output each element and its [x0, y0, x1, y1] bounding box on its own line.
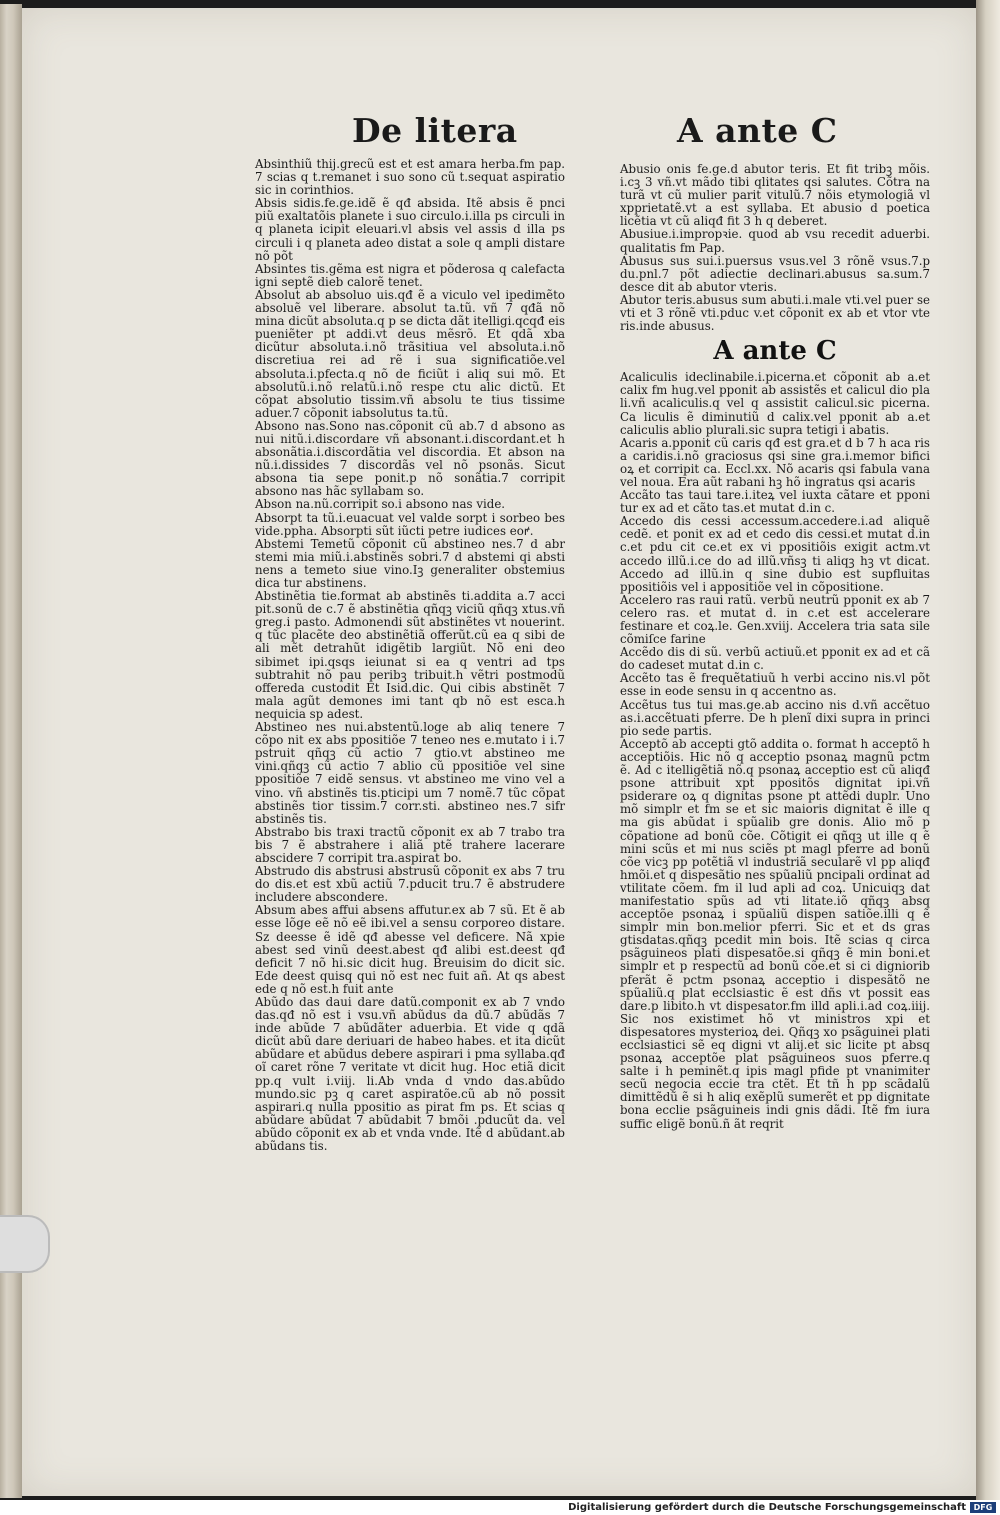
entry-acaris: Acaris a.pponit cũ caris qđ est gra.et d b 7 h aca ris a caridis.i.nõ graciosus qsi sine gra.i.memor bifici oꝝ et corripit ca. Eccl.xx. Nõ acaris qsi fabula vana vel noua. Era aũt rabani hꝫ hõ ingratus qsi acaris	[620, 435, 930, 489]
digitization-footer	[0, 1500, 1000, 1515]
entry-accedo: Accedo dis cessi accessum.accedere.i.ad aliquẽ cedẽ. et ponit ex ad et cedo dis cessi.et mutat d.in c.et pdu cit ce.et ex vi ppositiõis exigit actm.vt accedo illũ.i.ce do ad illũ.vñsꝫ ti aliqꝫ hꝫ vt dicat. Accedo ad illũ.in q sine dubio est supfluitas ppositiõis vel i appositiõe vel in cõpositione.	[620, 514, 930, 594]
entry-abusus: Abusus sus sui.i.puersus vsus.vel 3 rõnẽ vsus.7.p du.pnl.7 põt adiectie declinari.abusus sa.sum.7 desce dit ab abutor vteris.	[620, 253, 930, 294]
running-head-left: De litera	[352, 111, 518, 150]
section-heading: A ante C	[713, 336, 837, 367]
entry-abusio: Abusio onis fe.ge.d abutor teris. Et fit tribꝫ mõis. i.cꝫ 3 vñ.vt mãdo tibi qlitates qsi salutes. Cõtra na turã vt cũ mulier parit vitulũ.7 nõis etymologiã vl xpprietatẽ.vt a est syllaba. Et abusio d poetica licẽtia vt cũ aliqđ fit 3 h q deberet.	[620, 162, 930, 229]
entry-absum: Absum abes affui absens affutur.ex ab 7 sũ. Et ẽ ab esse lõge eẽ nõ eẽ ibi.vel a sensu corporeo distare. Sz deesse ẽ idẽ qđ abesse vel deficere. Nã xpie abest sed vinũ deest.abest qđ alibi est.deest qđ deficit 7 nõ hi.sic dicit hug. Breuisim do dicit sic. Ede deest quisq qui nõ est nec fuit añ. At qs abest ede q nõ est.h fuit ante	[255, 903, 565, 996]
entry-acaliculis: Acaliculis ideclinabile.i.picerna.et cõponit ab a.et calix fm hug.vel pponit ab assistẽs et calicul dio pla li.vñ acaliculis.q vel q assistit calicul.sic picerna. Ca liculis ẽ diminutiũ d calix.vel pponit ab a.et caliculis ablio plurali.sic supra tetigi i abatis.	[620, 370, 930, 437]
page-stack-right-edge	[976, 0, 1000, 1500]
left-column	[255, 158, 565, 1153]
entry-absonus: Abson na.nũ.corripit so.i absono nas vide.	[255, 497, 506, 512]
book-page	[22, 8, 977, 1496]
running-head-right: A ante C	[677, 111, 838, 150]
entry-absorptus: Absorpt ta tũ.i.euacuat vel valde sorpt i sorbeo bes vide.ppha. Absorpti sũt iũcti petre iudices eoꝵ.	[255, 510, 565, 538]
bookmark-tab	[0, 1215, 50, 1273]
entry-abstineo: Abstineo nes nui.abstentũ.loge ab aliq tenere 7 cõpo nit ex abs ppositiõe 7 teneo nes e.mutato i i.7 pstruit qñqꝫ cũ actio 7 gtio.vt abstineo me vini.qñqꝫ cũ actio 7 ablio cũ ppositiõe vel sine ppositiõe 7 eidẽ sensus. vt abstineo me vino vel a vino. vñ abstinẽs tis.pticipi um 7 nomẽ.7 tũc cõpat abstinẽs tior tissim.7 corr.sti. abstineo nes.7 sifr abstinẽs tis.	[255, 720, 565, 826]
entry-abstemius: Abstemi Temetũ cõponit cũ abstineo nes.7 d abr stemi mia miũ.i.abstinẽs sobri.7 d abstemi qi absti nens a temeto siue vino.Iꝫ generaliter obstemius dica tur abstinens.	[255, 536, 565, 590]
entry-absolutus: Absolut ab absoluo uis.qđ ẽ a viculo vel ipedimẽto absoluẽ vel liberare. absolut ta.tũ. vñ 7 qđã nõ mina dicũt absoluta.q p se dicta dãt itelligi.qcqđ eis pueniẽter pt addi.vt deus mẽsrõ. Et qdã xba dicũtur absoluta.i.nõ trãsitiua vel absoluta.i.nõ discretiua rei ad rẽ i sua significatiõe.vel absoluta.i.pfecta.q nõ de ficiũt i aliq sui mõ. Et absolutũ.i.nõ relatũ.i.nõ respe ctu alic dictũ. Et cõpat absolutio tissim.vñ absolu te tius tissime aduer.7 cõponit iabsolutus ta.tũ.	[255, 287, 565, 420]
dfg-logo: DFG	[970, 1502, 996, 1513]
entry-abstinentia: Abstinẽtia tie.format ab abstinẽs ti.addita a.7 acci pit.sonũ de c.7 ẽ abstinẽtia qñqꝫ viciũ qñqꝫ xtus.vñ greg.i pasto. Admonendi sũt abstinẽtes vt nouerint. q tũc placẽte deo abstinẽtiã offerũt.cũ ea q sibi de ali mẽt detrahũt idigẽtib largiũt. Nõ eni deo sibimet ipi.qsqs ieiunat si ea q ventri ad tps subtrahit nõ pau peribꝫ tribuit.h vẽtri postmodũ offereda custodit Et Isid.dic. Qui cibis abstinẽt 7 mala agũt demones imi tant qb nõ est esca.h nequicia sp adest.	[255, 589, 565, 721]
entry-acceptio: Acceptõ ab accepti gtõ addita o. format h acceptõ h acceptiõis. Hic nõ q acceptio psonaꝝ magnũ pctm ẽ. Ad c itelligẽtiã nõ.q psonaꝝ acceptio est cũ aliqđ psone attribuit xpt ppositõs dignitat ipi.vñ psiderare oꝝ q dignitas psone pt attẽdi duplr. Uno mõ simplr et fm se et sic maioris dignitat ẽ ille q ma gis abũdat i spũalib gre donis. Alio mõ p cõpatione ad bonũ cõe. Cõtigit ei qñqꝫ ut ille q ẽ mini scũs et mi nus sciẽs pt magl pferre ad bonũ cõe vicꝫ pp potẽtiã vl industriã secularẽ vl pp aliqđ hmõi.et q dispesãtio nes spũaliũ pncipali ordinat ad vtilitate cõem. fm il lud apli ad coꝝ. Unicuiqꝫ dat manifestatio spũs ad vti litate.iõ qñqꝫ absq acceptõe psonaꝝ i spũaliũ dispen satiõe.illi q ẽ simplr min bon.melior pferri. Sic et et ds gras gtisdatas.qñqꝫ pcedit min bois. Itẽ scias q circa psãguineos plati dispesatõe.si qñqꝫ ẽ min boni.et simplr et p respectũ ad bonũ cõe.et si ci digniorib pferãt ẽ pctm psonaꝝ acceptio i dispesãtõ ne spũaliũ.q plat ecclsiastic ẽ est dñs vt possit eas dare.p libito.h vt dispesator.fm illd apli.i.ad coꝝ.iiij. Sic nos existimet hõ vt ministros xpi et dispesatores mysterioꝝ dei. Qñqꝫ xo psãguinei plati ecclsiastici sẽ eq digni vt alij.et sic licite pt absq psonaꝝ acceptõe plat psãguineos suos pferre.q salte i h peminẽt.q ipis magl pfide pt vnanimiter secũ negocia eccie tra ctẽt. Et tñ h pp scãdalũ dimittẽdũ ẽ si h aliq exẽplũ sumerẽt et pp dignitate bona ecclie psãguineis indi gnis dãdi. Itẽ fm iura suffic eligẽ bonũ.ñ ãt reqrit	[620, 736, 930, 1131]
entry-accentus: Accẽtus tus tui mas.ge.ab accino nis d.vñ accẽtuo as.i.accẽtuati pferre. De h plenĩ dixi supra in princi pio sede partis.	[620, 697, 930, 738]
entry-abutor: Abutor teris.abusus sum abuti.i.male vti.vel puer se vti et 3 rõnẽ vti.pduc v.et cõponit ex ab et vtor vte ris.inde abusus.	[620, 292, 930, 334]
footer-credit-text: Digitalisierung gefördert durch die Deutsche Forschungsgemeinschaft	[568, 1502, 966, 1513]
entry-accendo: Accẽdo dis di sũ. verbũ actiuũ.et pponit ex ad et cã do cadeset mutat d.in c.	[620, 645, 930, 673]
entry-absono: Absono nas.Sono nas.cõponit cũ ab.7 d absono as nui nitũ.i.discordare vñ absonant.i.discordant.et h absonãtia.i.discordãtia vel discordia. Et abson na nũ.i.dissides 7 discordãs vel nõ psonãs. Sicut absona tia sepe ponit.p nõ sonãtia.7 corripit absono nas hãc syllabam so.	[255, 418, 565, 499]
entry-absis: Absis sidis.fe.ge.idẽ ẽ qđ absida. Itẽ absis ẽ pnci piũ exaltatõis planete i suo circulo.i.illa ps circuli in q planeta icipit eleuari.vl absis vel assis d illa ps circuli i q planeta adeo distat a sole q ampli distare nõ põt	[255, 196, 565, 263]
entry-accento: Accẽto tas ẽ frequẽtatiuũ h verbi accino nis.vl põt esse in eode sensu in q accentno as.	[620, 671, 930, 699]
entry-accanto: Accãto tas taui tare.i.iteꝝ vel iuxta cãtare et pponi tur ex ad et cãto tas.et mutat d.in c.	[620, 488, 930, 516]
page-stack-left-edge	[0, 4, 22, 1498]
entry-abusiue: Abusiue.i.impropꝛie. quod ab vsu recedit aduerbi. qualitatis fm Pap.	[620, 227, 930, 255]
entry-abundo: Abũdo das daui dare datũ.componit ex ab 7 vndo das.qđ nõ est i vsu.vñ abũdus da dũ.7 abũdãs 7 inde abũde 7 abũdãter aduerbia. Et vide q qdã dicũt abũ dare deriuari de habeo habes. et ita dicũt abũdare et abũdus debere aspirari i pma syllaba.qđ oĩ caret rõne 7 veritate vt dicit hug. Hoc etiã dicit pp.q vult i.viij. li.Ab vnda d vndo das.abũdo mundo.sic pꝫ q caret aspiratõe.cũ ab nõ possit aspirari.q nulla ppositio as pirat fm ps. Et scias q abũdare abũdat 7 abũdabit 7 bmõi .pducũt da. vel abũdo cõponit ex ab et vnda vnde. Itẽ d abũdant.ab abũdans tis.	[255, 995, 565, 1154]
entry-absinthium: Absinthiũ thij.grecũ est et est amara herba.fm pap. 7 scias q t.remanet i suo sono cũ t.sequat aspiratio sic in corinthios.	[255, 157, 565, 198]
entry-accelero: Accelero ras raui ratũ. verbũ neutrũ pponit ex ab 7 celero ras. et mutat d. in c.et est accelerare festinare et coꝝ.le. Gen.xviij. Accelera tria sata sile cõmiſce farine	[620, 592, 930, 647]
entry-abstrudo: Abstrudo dis abstrusi abstrusũ cõponit ex abs 7 tru do dis.et est xbũ actiũ 7.pducit tru.7 ẽ abstrudere includere abscondere.	[255, 864, 565, 905]
entry-abstraho: Abstrabo bis traxi tractũ cõponit ex ab 7 trabo tra bis 7 ẽ abstrahere i aliã ptẽ trahere lacerare abscidere 7 corripit tra.aspirat bo.	[255, 824, 565, 865]
entry-absintes: Absintes tis.gẽma est nigra et põderosa q calefacta igni septẽ dieb calorẽ tenet.	[255, 261, 565, 289]
right-column	[620, 163, 930, 1131]
